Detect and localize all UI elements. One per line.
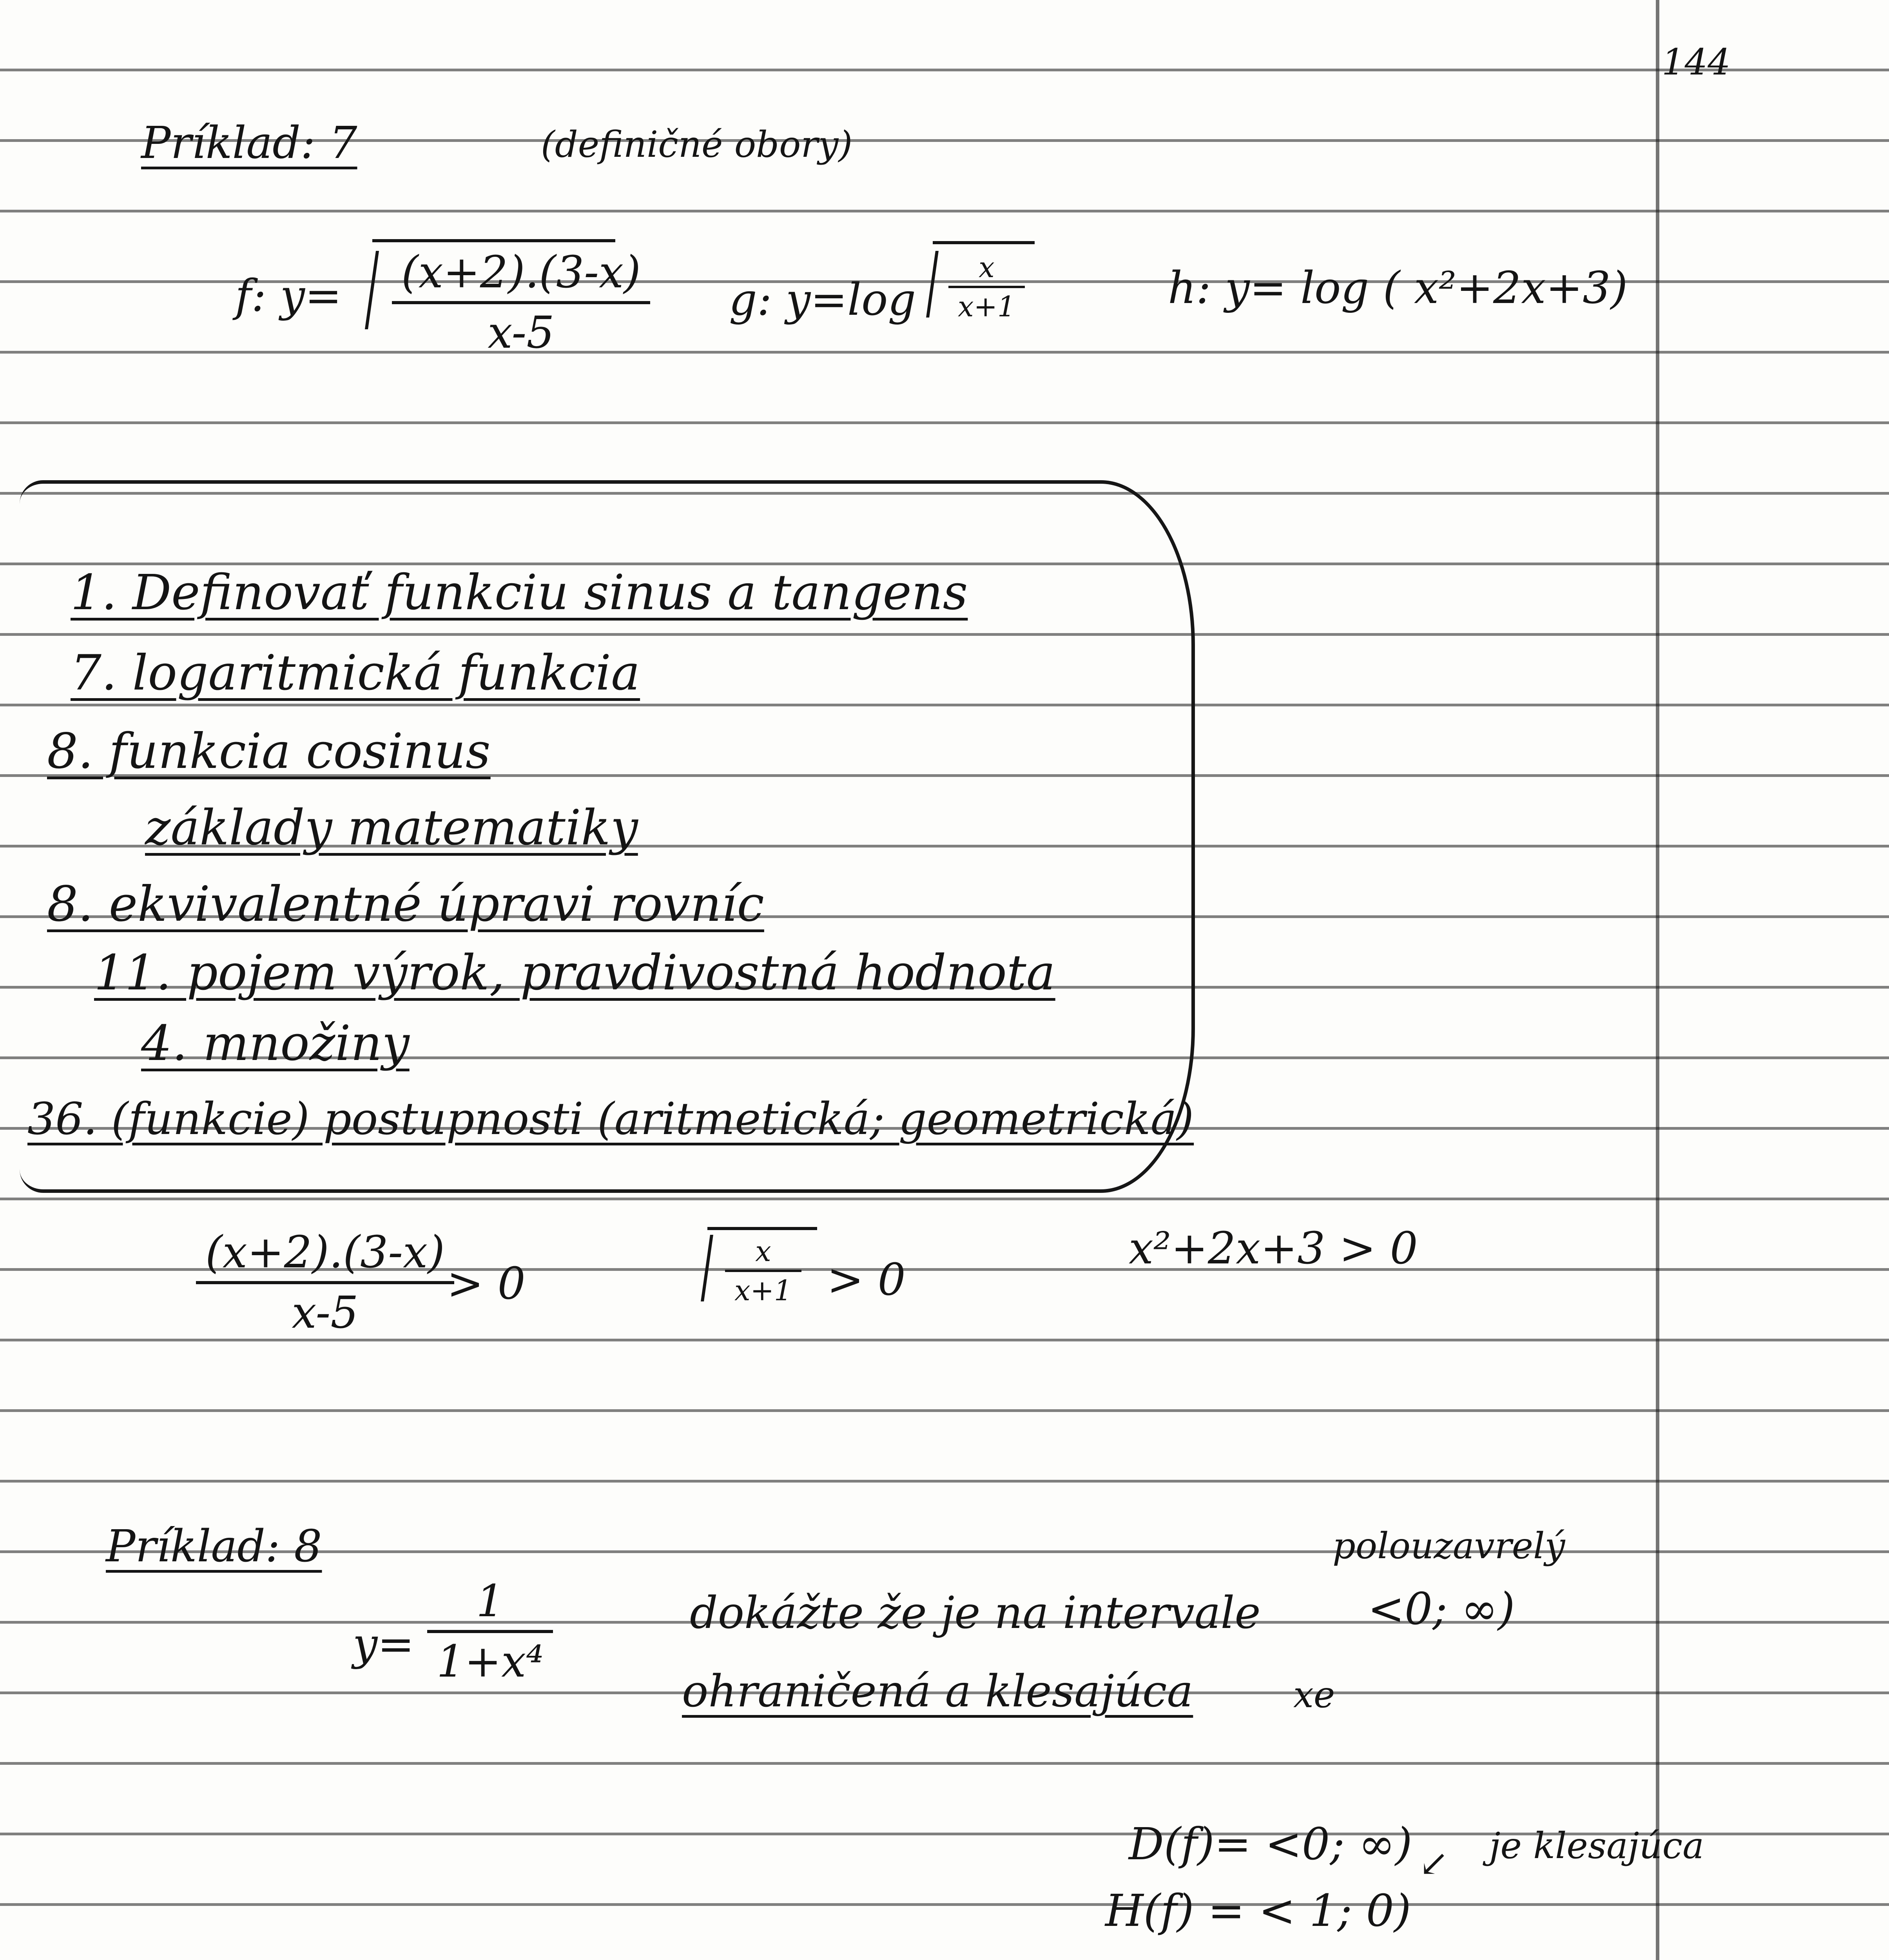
topic-8: 36. (funkcie) postupnosti (aritmetická; geometrická) — [27, 1094, 1194, 1145]
condition-2-numerator: x — [755, 1235, 771, 1268]
topic-5: 8. ekvivalentné úpravi rovníc — [47, 876, 764, 933]
topic-3: 8. funkcia cosinus — [47, 723, 491, 780]
ruled-line — [0, 1480, 1889, 1483]
condition-1-fraction — [196, 1227, 454, 1338]
condition-2-fraction — [725, 1235, 801, 1307]
domain-line: D(f)= <0; ∞) — [1129, 1819, 1412, 1870]
topic-6: 11. pojem výrok, pravdivostná hodnota — [94, 945, 1055, 1001]
condition-1-bar — [196, 1281, 454, 1284]
ruled-line — [0, 1762, 1889, 1765]
example8-interval: <0; ∞) — [1368, 1584, 1515, 1635]
page-number: 144 — [1662, 41, 1731, 83]
example8-fraction-bar — [427, 1630, 553, 1633]
condition-2-bar — [725, 1270, 801, 1272]
f-prefix: f: y= — [235, 270, 342, 321]
f-fraction — [392, 247, 650, 358]
ruled-line — [0, 210, 1889, 212]
ruled-line — [0, 351, 1889, 354]
margin-line — [1656, 0, 1659, 1960]
interval-annotation: polouzavrelý — [1332, 1525, 1565, 1567]
example7-note: (definičné obory) — [541, 123, 853, 165]
ruled-line — [0, 421, 1889, 424]
domain-note: je klesajúca — [1489, 1825, 1704, 1867]
example8-fraction — [427, 1576, 553, 1687]
example8-task-line2: ohraničená a klesajúca — [682, 1666, 1193, 1717]
range-line: H(f) = < 1; 0) — [1105, 1886, 1411, 1936]
topic-2: 7. logaritmická funkcia — [71, 645, 640, 701]
ruled-line — [0, 1198, 1889, 1200]
example8-denominator: 1+x⁴ — [437, 1636, 544, 1687]
ruled-line — [0, 1409, 1889, 1412]
h-function: h: y= log ( x²+2x+3) — [1168, 263, 1628, 314]
f-denominator: x-5 — [488, 307, 555, 358]
condition-2-denominator: x+1 — [734, 1274, 792, 1307]
f-sqrt-bar — [372, 239, 615, 242]
example8-heading: Príklad: 8 — [106, 1521, 322, 1572]
ruled-line — [0, 1339, 1889, 1341]
ruled-line — [0, 69, 1889, 71]
example8-task-line1: dokážte že je na intervale — [690, 1588, 1261, 1639]
f-fraction-bar — [392, 301, 650, 304]
topic-7: 4. množiny — [141, 1015, 410, 1072]
condition-1-numerator: (x+2).(3-x) — [205, 1227, 445, 1278]
g-prefix: g: y=log — [729, 274, 916, 325]
example8-y-prefix: y= — [353, 1619, 415, 1670]
condition-2-sqrt-bar — [707, 1227, 817, 1230]
g-sqrt-tick — [926, 251, 939, 318]
condition-3: x²+2x+3 > 0 — [1129, 1223, 1418, 1274]
condition-1-denominator: x-5 — [292, 1287, 359, 1338]
f-sqrt-tick — [365, 251, 379, 329]
g-fraction-bar — [948, 286, 1025, 288]
example7-heading: Príklad: 7 — [141, 118, 357, 169]
g-sqrt-bar — [933, 241, 1035, 244]
topic-1: 1. Definovať funkciu sinus a tangens — [71, 564, 968, 621]
condition-1-relation: > 0 — [447, 1258, 526, 1309]
arrow-icon: ↙ — [1419, 1842, 1449, 1884]
g-fraction — [948, 251, 1025, 323]
condition-2-relation: > 0 — [827, 1254, 906, 1305]
xe-annotation: xe — [1293, 1674, 1335, 1716]
g-denominator: x+1 — [958, 290, 1015, 323]
topic-4: základy matematiky — [145, 800, 638, 856]
example8-numerator: 1 — [476, 1576, 504, 1627]
g-numerator: x — [979, 251, 995, 284]
ruled-line — [0, 1903, 1889, 1906]
f-numerator: (x+2).(3-x) — [401, 247, 641, 298]
